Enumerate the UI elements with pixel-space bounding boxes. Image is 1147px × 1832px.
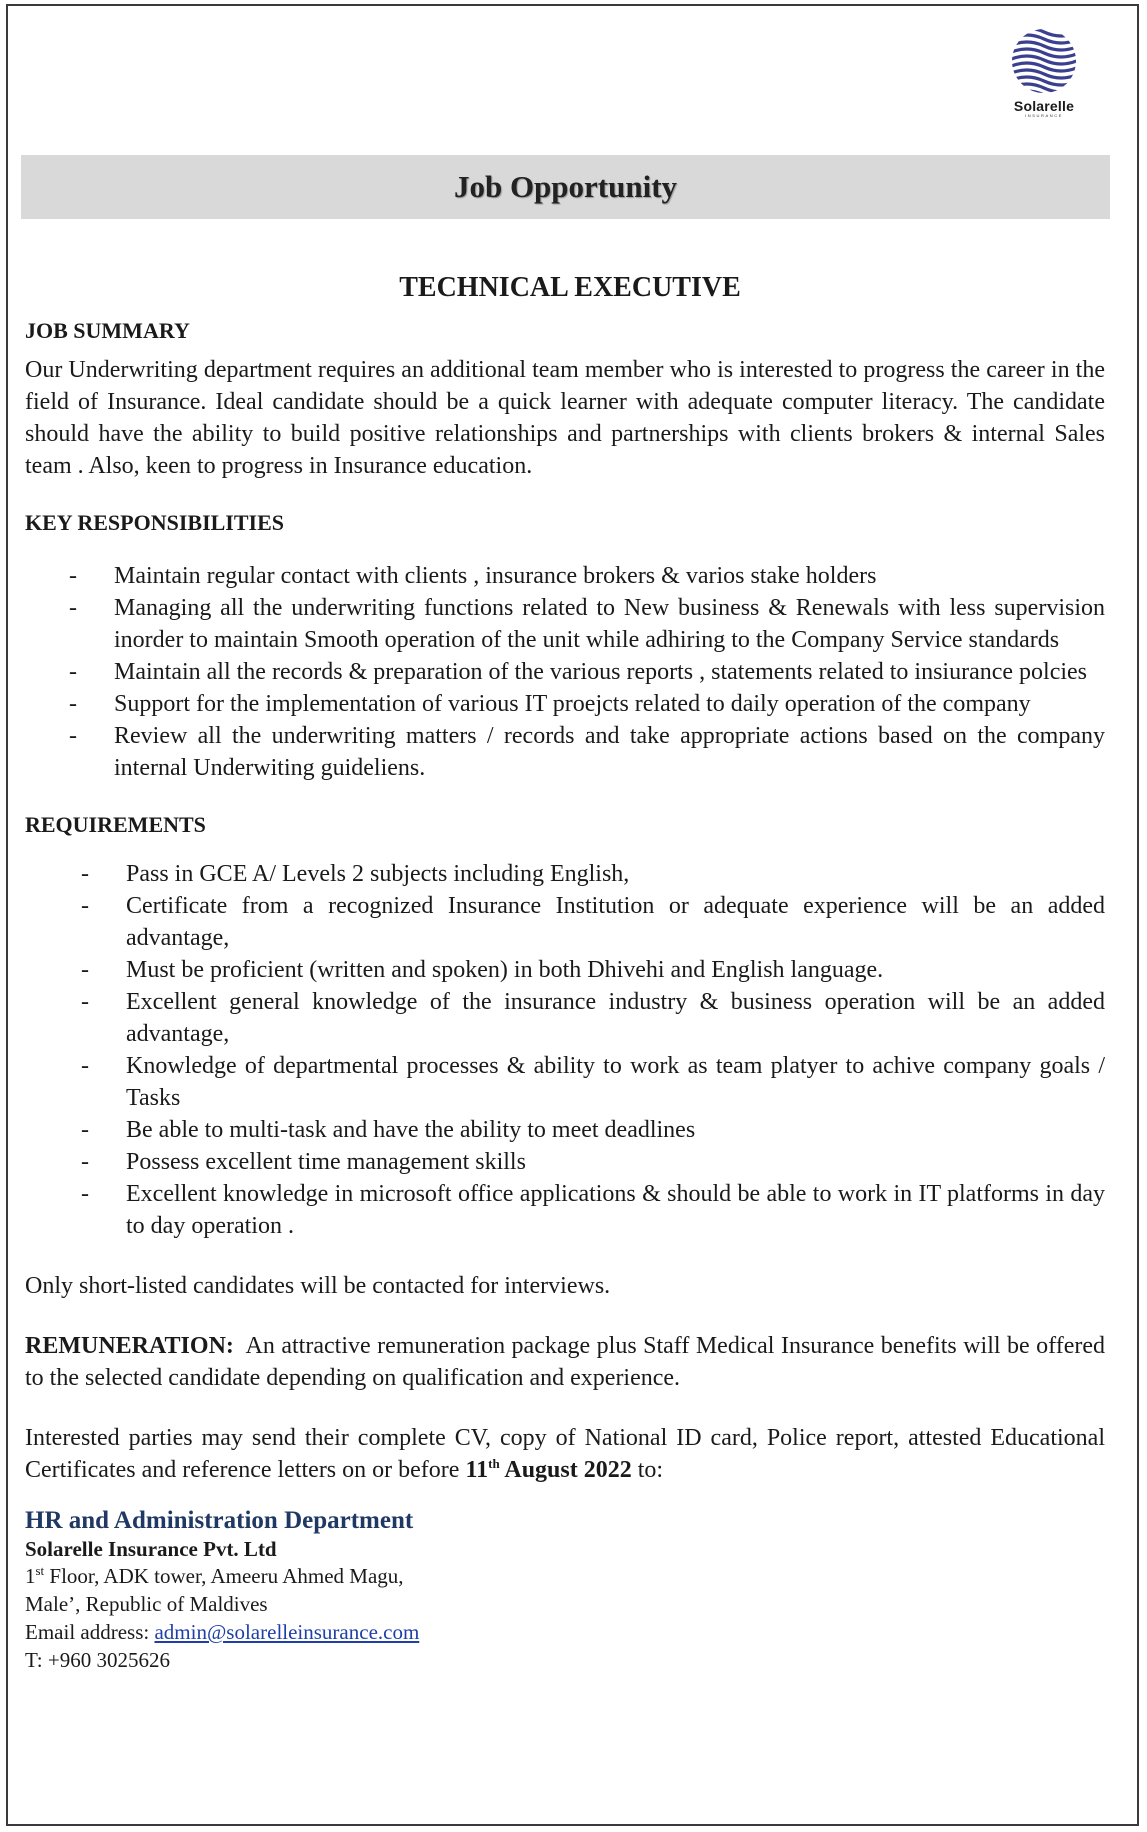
- bullet-dash: -: [69, 691, 77, 717]
- responsibilities-heading: KEY RESPONSIBILITIES: [25, 510, 285, 535]
- requirements-list: [25, 858, 1105, 1242]
- remuneration-text: REMUNERATION: An attractive remuneration package plus Staff Medical Insurance benefits will be offered to the selected candidate depending on qualification and experience.: [25, 1333, 1105, 1391]
- list-item: - Managing all the underwriting functions related to New business & Renewals with less supervision inorder to maintain Smooth operation of the unit while adhiring to the Company Service standards: [25, 592, 1105, 656]
- list-item: - Support for the implementation of various IT proejcts related to daily operation of the company: [25, 688, 1105, 720]
- job-title: TECHNICAL EXECUTIVE: [399, 272, 741, 303]
- banner-title: Job Opportunity: [453, 169, 678, 204]
- bullet-dash: -: [69, 563, 77, 589]
- bullet-dash: -: [69, 723, 77, 749]
- list-item: - Be able to multi-task and have the ability to meet deadlines: [25, 1114, 1105, 1146]
- phone-number: T: +960 3025626: [25, 1648, 170, 1672]
- list-item: - Knowledge of departmental processes & ability to work as team platyer to achive company goals / Tasks: [25, 1050, 1105, 1114]
- hr-department-heading: HR and Administration Department: [25, 1507, 414, 1534]
- list-item: - Maintain all the records & preparation of the various reports , statements related to insiurance polcies: [25, 656, 1105, 688]
- address-line-1: 1st Floor, ADK tower, Ameeru Ahmed Magu,: [25, 1563, 404, 1588]
- bullet-dash: -: [69, 659, 77, 685]
- summary-heading: JOB SUMMARY: [25, 318, 190, 343]
- email-link[interactable]: admin@solarelleinsurance.com: [154, 1620, 420, 1644]
- list-item: - Maintain regular contact with clients , insurance brokers & varios stake holders: [25, 560, 1105, 592]
- bullet-dash: -: [81, 1053, 89, 1079]
- ad-content: [25, 272, 1105, 1674]
- bullet-dash: -: [81, 957, 89, 983]
- deadline-date: 11th August 2022: [465, 1456, 632, 1483]
- logo-name: Solarelle: [1013, 98, 1075, 114]
- list-item: - Excellent knowledge in microsoft office applications & should be able to work in IT platforms in day to day operation .: [25, 1178, 1105, 1242]
- responsibilities-list: [25, 560, 1105, 784]
- list-item: - Certificate from a recognized Insurance Institution or adequate experience will be an added advantage,: [25, 890, 1105, 954]
- company-logo: [999, 26, 1089, 136]
- list-item: - Review all the underwriting matters / records and take appropriate actions based on the company internal Underwiting guideliens.: [25, 720, 1105, 784]
- list-item: - Pass in GCE A/ Levels 2 subjects including English,: [25, 858, 1105, 890]
- application-instructions: Interested parties may send their complete CV, copy of National ID card, Police report, attested Educational Certificates and reference letters on or before 11th August 2022 to:: [25, 1425, 1105, 1483]
- requirements-heading: REQUIREMENTS: [25, 812, 206, 837]
- list-item: - Must be proficient (written and spoken) in both Dhivehi and English language.: [25, 954, 1105, 986]
- email-line: Email address: admin@solarelleinsurance.com: [25, 1620, 420, 1644]
- bullet-dash: -: [81, 1149, 89, 1175]
- list-item: - Excellent general knowledge of the insurance industry & business operation will be an added advantage,: [25, 986, 1105, 1050]
- bullet-dash: -: [81, 989, 89, 1015]
- bullet-dash: -: [81, 1181, 89, 1207]
- remuneration-label: REMUNERATION:: [25, 1333, 234, 1359]
- bullet-dash: -: [69, 595, 77, 621]
- shortlist-note: Only short-listed candidates will be contacted for interviews.: [25, 1273, 611, 1299]
- bullet-dash: -: [81, 1117, 89, 1143]
- logo-tagline: INSURANCE: [1025, 113, 1063, 118]
- company-name: Solarelle Insurance Pvt. Ltd: [25, 1537, 277, 1561]
- bullet-dash: -: [81, 893, 89, 919]
- solarelle-globe-icon: [1009, 26, 1079, 96]
- bullet-dash: -: [81, 861, 89, 887]
- summary-text: Our Underwriting department requires an additional team member who is interested to progress the career in the field of Insurance. Ideal candidate should be a quick learner with adequate computer literacy. The candidate should have the ability to build positive relationships and partnerships with clients brokers & internal Sales team . Also, keen to progress in Insurance education.: [25, 357, 1105, 479]
- list-item: - Possess excellent time management skills: [25, 1146, 1105, 1178]
- address-line-2: Male’, Republic of Maldives: [25, 1592, 268, 1616]
- title-banner: [21, 155, 1110, 219]
